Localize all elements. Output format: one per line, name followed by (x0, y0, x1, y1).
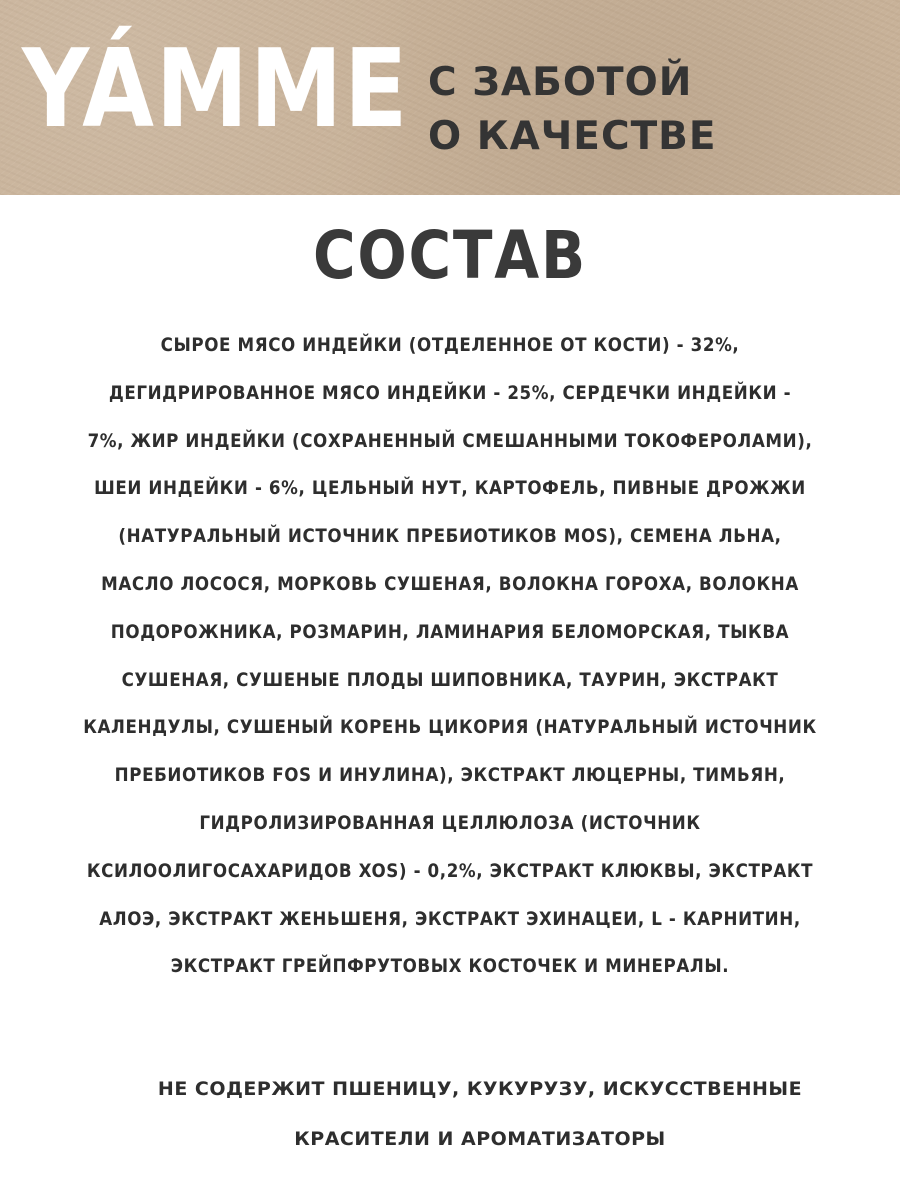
ingredients-line: 7%, ЖИР ИНДЕЙКИ (СОХРАНЕННЫЙ СМЕШАННЫМИ ТОКОФЕРОЛАМИ), (87, 430, 813, 452)
ingredients-line: ПРЕБИОТИКОВ FOS И ИНУЛИНА), ЭКСТРАКТ ЛЮЦЕРНЫ, ТИМЬЯН, (114, 765, 786, 787)
ingredients-line: ГИДРОЛИЗИРОВАННАЯ ЦЕЛЛЮЛОЗА (ИСТОЧНИК (199, 812, 701, 834)
tagline-line-2: О КАЧЕСТВЕ (428, 114, 717, 159)
ingredients-line: (НАТУРАЛЬНЫЙ ИСТОЧНИК ПРЕБИОТИКОВ MOS), СЕМЕНА ЛЬНА, (118, 526, 782, 548)
ingredients-line: КАЛЕНДУЛЫ, СУШЕНЫЙ КОРЕНЬ ЦИКОРИЯ (НАТУРАЛЬНЫЙ ИСТОЧНИК (83, 717, 817, 739)
free-from-note (60, 1064, 900, 1164)
brand-tagline (428, 56, 717, 164)
ingredients-line: АЛОЭ, ЭКСТРАКТ ЖЕНЬШЕНЯ, ЭКСТРАКТ ЭХИНАЦЕИ, L - КАРНИТИН, (99, 908, 801, 930)
ingredients-line: ДЕГИДРИРОВАННОЕ МЯСО ИНДЕЙКИ - 25%, СЕРДЕЧКИ ИНДЕЙКИ - (108, 382, 792, 404)
free-from-line: КРАСИТЕЛИ И АРОМАТИЗАТОРЫ (294, 1128, 666, 1150)
ingredients-line: ЭКСТРАКТ ГРЕЙПФРУТОВЫХ КОСТОЧЕК И МИНЕРАЛЫ. (170, 956, 730, 978)
brand-logo: YÁMME (22, 27, 410, 152)
ingredients-line: КСИЛООЛИГОСАХАРИДОВ XOS) - 0,2%, ЭКСТРАКТ КЛЮКВЫ, ЭКСТРАКТ (86, 860, 814, 882)
ingredients-line: СУШЕНАЯ, СУШЕНЫЕ ПЛОДЫ ШИПОВНИКА, ТАУРИН, ЭКСТРАКТ (121, 669, 779, 691)
ingredients-text (0, 322, 900, 991)
brand-header (0, 0, 900, 195)
ingredients-line: МАСЛО ЛОСОСЯ, МОРКОВЬ СУШЕНАЯ, ВОЛОКНА ГОРОХА, ВОЛОКНА (101, 573, 799, 595)
ingredients-line: СЫРОЕ МЯСО ИНДЕЙКИ (ОТДЕЛЕННОЕ ОТ КОСТИ) - 32%, (160, 335, 740, 356)
ingredients-line: ШЕИ ИНДЕЙКИ - 6%, ЦЕЛЬНЫЙ НУТ, КАРТОФЕЛЬ, ПИВНЫЕ ДРОЖЖИ (94, 478, 806, 500)
ingredients-line: ПОДОРОЖНИКА, РОЗМАРИН, ЛАМИНАРИЯ БЕЛОМОРСКАЯ, ТЫКВА (110, 621, 790, 643)
tagline-line-1: С ЗАБОТОЙ (428, 60, 693, 105)
free-from-line: НЕ СОДЕРЖИТ ПШЕНИЦУ, КУКУРУЗУ, ИСКУССТВЕННЫЕ (157, 1078, 803, 1100)
section-title: СОСТАВ (312, 217, 588, 294)
